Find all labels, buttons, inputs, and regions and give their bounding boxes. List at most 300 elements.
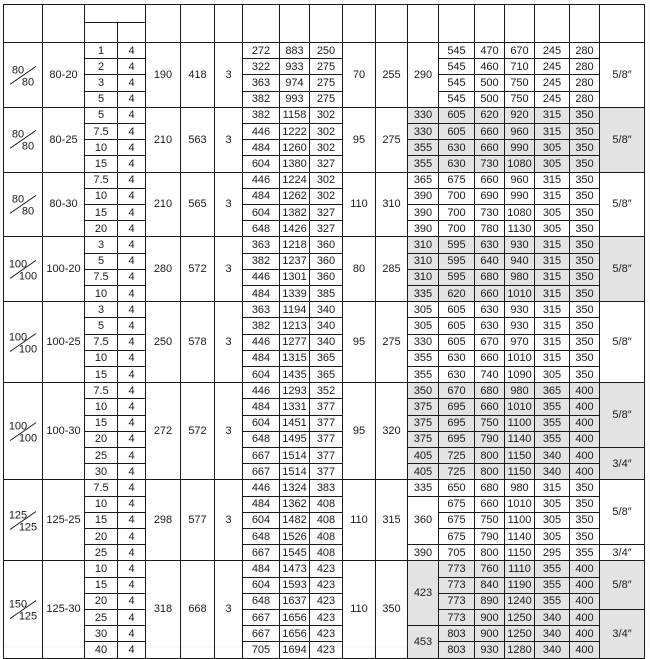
dim-f: 110 (343, 561, 376, 658)
dim-h: 330 (408, 108, 439, 124)
pole-value: 4 (118, 399, 146, 415)
dim-d: 1382 (280, 205, 310, 221)
dim-e: 302 (310, 108, 343, 124)
dim-d-thread: 5/8″ (600, 480, 645, 545)
dim-d: 1656 (280, 610, 310, 626)
dim-bl: 1140 (505, 432, 535, 448)
dim-c: 382 (243, 108, 280, 124)
dim-bm: 750 (475, 513, 505, 529)
dim-i: 725 (439, 464, 475, 480)
dim-i: 705 (439, 545, 475, 561)
hp-value: 25 (85, 610, 118, 626)
dim-by: 400 (570, 383, 600, 399)
dim-bl: 930 (505, 302, 535, 318)
dim-i: 620 (439, 286, 475, 302)
dim-bx: 340 (535, 642, 570, 658)
hp-value: 7.5 (85, 335, 118, 351)
dim-a: 210 (146, 173, 181, 238)
dim-h: 375 (408, 432, 439, 448)
dim-d: 1224 (280, 173, 310, 189)
dim-h: 355 (408, 140, 439, 156)
dim-bm: 500 (475, 75, 505, 91)
dim-i: 545 (439, 75, 475, 91)
dim-c: 667 (243, 545, 280, 561)
dim-bm: 790 (475, 432, 505, 448)
bore-bottom: 125 (18, 610, 38, 623)
dim-c: 705 (243, 642, 280, 658)
pole-value: 4 (118, 416, 146, 432)
dim-by: 350 (570, 254, 600, 270)
dim-bm: 660 (475, 399, 505, 415)
dim-i: 605 (439, 318, 475, 334)
dim-i: 595 (439, 270, 475, 286)
pole-value: 4 (118, 286, 146, 302)
hp-value: 15 (85, 367, 118, 383)
dim-d: 1260 (280, 140, 310, 156)
dim-e: 360 (310, 237, 343, 253)
dim-c: 667 (243, 626, 280, 642)
dim-i: 773 (439, 561, 475, 577)
dim-h: 390 (408, 545, 439, 561)
dim-by: 350 (570, 480, 600, 496)
dim-e: 302 (310, 124, 343, 140)
dim-d: 1293 (280, 383, 310, 399)
dim-bl: 1280 (505, 642, 535, 658)
dim-a: 210 (146, 108, 181, 173)
header-i (439, 4, 475, 43)
dim-d-thread: 5/8″ (600, 302, 645, 383)
dim-bx: 365 (535, 383, 570, 399)
hp-value: 10 (85, 561, 118, 577)
hp-value: 7.5 (85, 173, 118, 189)
dim-i: 675 (439, 497, 475, 513)
dim-e: 408 (310, 497, 343, 513)
dim-by: 350 (570, 156, 600, 172)
hp-value: 5 (85, 108, 118, 124)
dim-i: 605 (439, 124, 475, 140)
dim-d-thread: 3/4″ (600, 545, 645, 561)
bore-top: 80 (11, 128, 25, 141)
dim-i: 545 (439, 92, 475, 108)
header-b (181, 4, 215, 43)
bore-top: 80 (11, 193, 25, 206)
dim-e: 365 (310, 367, 343, 383)
dim-d: 883 (280, 43, 310, 59)
dim-b: 578 (181, 302, 215, 383)
header-e (310, 4, 343, 43)
header-t (215, 4, 243, 43)
pole-value: 4 (118, 237, 146, 253)
bore-top: 150 (8, 598, 28, 611)
dim-h: 330 (408, 335, 439, 351)
dim-by: 350 (570, 108, 600, 124)
dim-a: 190 (146, 43, 181, 108)
dim-e: 377 (310, 399, 343, 415)
dim-b: 418 (181, 43, 215, 108)
dim-bx: 315 (535, 124, 570, 140)
dim-bl: 1090 (505, 367, 535, 383)
dim-e: 408 (310, 545, 343, 561)
hp-value: 3 (85, 237, 118, 253)
dim-bx: 315 (535, 351, 570, 367)
bore-fraction-graphic (3, 43, 42, 107)
dim-bm: 500 (475, 92, 505, 108)
dim-d: 1324 (280, 480, 310, 496)
dim-e: 423 (310, 610, 343, 626)
model-name: 125-30 (43, 561, 85, 658)
dim-c: 604 (243, 367, 280, 383)
header-pole (118, 23, 146, 43)
dim-c: 484 (243, 497, 280, 513)
dim-e: 340 (310, 335, 343, 351)
dim-h: 423 (408, 561, 439, 626)
dim-i: 675 (439, 173, 475, 189)
dim-t: 3 (215, 237, 243, 302)
hp-value: 25 (85, 545, 118, 561)
dim-d: 1495 (280, 432, 310, 448)
dim-h: 405 (408, 464, 439, 480)
dim-bm: 930 (475, 642, 505, 658)
dim-e: 327 (310, 221, 343, 237)
bore-fraction-graphic (3, 383, 42, 480)
hp-value: 10 (85, 189, 118, 205)
dim-h: 310 (408, 270, 439, 286)
dim-c: 604 (243, 416, 280, 432)
dim-bl: 930 (505, 318, 535, 334)
dim-e: 423 (310, 594, 343, 610)
pole-value: 4 (118, 205, 146, 221)
dim-bx: 315 (535, 335, 570, 351)
hp-value: 15 (85, 416, 118, 432)
header-model-group (85, 4, 146, 23)
dim-g: 275 (376, 108, 408, 173)
bore-bottom: 80 (21, 205, 35, 218)
dim-f: 95 (343, 302, 376, 383)
dim-bl: 1150 (505, 545, 535, 561)
dim-c: 322 (243, 59, 280, 75)
dim-bl: 940 (505, 254, 535, 270)
dim-c: 363 (243, 75, 280, 91)
dim-d-thread: 5/8″ (600, 561, 645, 610)
hp-value: 5 (85, 254, 118, 270)
dim-e: 302 (310, 189, 343, 205)
dim-i: 605 (439, 302, 475, 318)
header-bore (3, 4, 43, 43)
dim-f: 110 (343, 173, 376, 238)
dim-e: 423 (310, 561, 343, 577)
bore-fraction-graphic (3, 108, 42, 172)
dim-bl: 1150 (505, 464, 535, 480)
dim-by: 350 (570, 335, 600, 351)
dim-c: 648 (243, 432, 280, 448)
dim-i: 700 (439, 189, 475, 205)
dim-bm: 790 (475, 529, 505, 545)
dim-d-thread: 5/8″ (600, 383, 645, 448)
dim-bx: 315 (535, 480, 570, 496)
dim-t: 3 (215, 561, 243, 658)
pole-value: 4 (118, 318, 146, 334)
bore-fraction (3, 43, 43, 108)
dim-by: 280 (570, 75, 600, 91)
hp-value: 20 (85, 221, 118, 237)
dim-e: 250 (310, 43, 343, 59)
dim-b: 565 (181, 173, 215, 238)
dim-h: 390 (408, 221, 439, 237)
dim-by: 350 (570, 205, 600, 221)
dim-a: 318 (146, 561, 181, 658)
dim-bx: 340 (535, 448, 570, 464)
pole-value: 4 (118, 254, 146, 270)
dim-d: 1222 (280, 124, 310, 140)
dim-bl: 750 (505, 92, 535, 108)
dim-bl: 1010 (505, 351, 535, 367)
dim-c: 446 (243, 270, 280, 286)
bore-fraction-graphic (3, 561, 42, 658)
bore-bottom: 125 (18, 521, 38, 534)
dim-h: 355 (408, 367, 439, 383)
dim-bx: 355 (535, 594, 570, 610)
header-bl (505, 4, 535, 43)
dim-h: 330 (408, 124, 439, 140)
dim-bx: 315 (535, 173, 570, 189)
dim-by: 350 (570, 140, 600, 156)
dim-c: 484 (243, 140, 280, 156)
dim-d-thread: 3/4″ (600, 448, 645, 480)
dim-d-thread: 5/8″ (600, 173, 645, 238)
dim-by: 400 (570, 626, 600, 642)
dim-i: 695 (439, 416, 475, 432)
pole-value: 4 (118, 464, 146, 480)
dim-by: 280 (570, 43, 600, 59)
dim-bx: 315 (535, 302, 570, 318)
dim-by: 350 (570, 513, 600, 529)
dim-h: 335 (408, 480, 439, 496)
dim-bx: 315 (535, 254, 570, 270)
dim-c: 484 (243, 399, 280, 415)
dim-bx: 305 (535, 205, 570, 221)
dim-bx: 305 (535, 221, 570, 237)
dim-bm: 680 (475, 270, 505, 286)
model-name: 80-30 (43, 173, 85, 238)
dim-bl: 1190 (505, 578, 535, 594)
dim-h: 375 (408, 399, 439, 415)
dim-bm: 620 (475, 108, 505, 124)
dim-a: 280 (146, 237, 181, 302)
dim-d: 1380 (280, 156, 310, 172)
bore-top: 100 (8, 331, 28, 344)
header-g (376, 4, 408, 43)
hp-value: 10 (85, 351, 118, 367)
dim-bm: 730 (475, 156, 505, 172)
bore-top: 80 (11, 63, 25, 76)
dim-bx: 355 (535, 561, 570, 577)
dim-c: 604 (243, 578, 280, 594)
dim-h: 290 (408, 43, 439, 108)
dim-e: 377 (310, 432, 343, 448)
pole-value: 4 (118, 92, 146, 108)
dim-d: 1262 (280, 189, 310, 205)
dim-t: 3 (215, 302, 243, 383)
hp-value: 30 (85, 626, 118, 642)
dim-bm: 640 (475, 254, 505, 270)
dim-d: 1237 (280, 254, 310, 270)
dim-e: 327 (310, 205, 343, 221)
dim-bx: 245 (535, 43, 570, 59)
hp-value: 2 (85, 59, 118, 75)
dim-c: 667 (243, 448, 280, 464)
dim-i: 695 (439, 399, 475, 415)
dim-by: 400 (570, 594, 600, 610)
dim-bm: 690 (475, 189, 505, 205)
dim-bl: 980 (505, 270, 535, 286)
dim-h: 405 (408, 448, 439, 464)
dim-by: 400 (570, 561, 600, 577)
pole-value: 4 (118, 75, 146, 91)
dim-g: 315 (376, 480, 408, 561)
dim-i: 545 (439, 59, 475, 75)
model-name: 80-20 (43, 43, 85, 108)
header-c (243, 4, 280, 43)
dim-bl: 1080 (505, 156, 535, 172)
dim-h: 365 (408, 173, 439, 189)
pole-value: 4 (118, 594, 146, 610)
dim-bl: 1240 (505, 594, 535, 610)
dim-d: 974 (280, 75, 310, 91)
dim-d: 993 (280, 92, 310, 108)
pole-value: 4 (118, 43, 146, 59)
pole-value: 4 (118, 270, 146, 286)
header-hp (85, 23, 118, 43)
hp-value: 15 (85, 578, 118, 594)
dim-c: 272 (243, 43, 280, 59)
dim-e: 377 (310, 464, 343, 480)
dim-bl: 710 (505, 59, 535, 75)
dim-bx: 305 (535, 497, 570, 513)
dim-by: 350 (570, 237, 600, 253)
dim-bx: 245 (535, 59, 570, 75)
dim-bx: 355 (535, 399, 570, 415)
dim-d: 1213 (280, 318, 310, 334)
dim-d: 1301 (280, 270, 310, 286)
dim-c: 484 (243, 286, 280, 302)
hp-value: 7.5 (85, 124, 118, 140)
dim-e: 377 (310, 416, 343, 432)
dim-by: 350 (570, 367, 600, 383)
dim-i: 725 (439, 448, 475, 464)
bore-fraction (3, 561, 43, 658)
dim-bl: 960 (505, 124, 535, 140)
hp-value: 20 (85, 529, 118, 545)
pole-value: 4 (118, 140, 146, 156)
pole-value: 4 (118, 561, 146, 577)
pole-value: 4 (118, 221, 146, 237)
dim-h: 310 (408, 254, 439, 270)
bore-fraction-graphic (3, 302, 42, 383)
model-name: 125-25 (43, 480, 85, 561)
dim-bl: 930 (505, 237, 535, 253)
dim-h: 390 (408, 205, 439, 221)
pole-value: 4 (118, 189, 146, 205)
dim-by: 400 (570, 610, 600, 626)
dim-e: 275 (310, 59, 343, 75)
dim-bx: 305 (535, 156, 570, 172)
dim-d-thread: 5/8″ (600, 108, 645, 173)
pole-value: 4 (118, 351, 146, 367)
dim-h: 350 (408, 383, 439, 399)
hp-value: 15 (85, 205, 118, 221)
pole-value: 4 (118, 108, 146, 124)
dim-e: 423 (310, 642, 343, 658)
bore-fraction (3, 173, 43, 238)
dim-e: 340 (310, 318, 343, 334)
pole-value: 4 (118, 529, 146, 545)
dim-h: 310 (408, 237, 439, 253)
dim-c: 382 (243, 92, 280, 108)
dim-c: 667 (243, 610, 280, 626)
dim-d: 1362 (280, 497, 310, 513)
dim-bl: 750 (505, 75, 535, 91)
dim-bm: 800 (475, 464, 505, 480)
bore-bottom: 100 (18, 270, 38, 283)
dim-c: 484 (243, 351, 280, 367)
bore-bottom: 80 (21, 75, 35, 88)
pole-value: 4 (118, 448, 146, 464)
dim-h: 335 (408, 286, 439, 302)
dim-bl: 670 (505, 43, 535, 59)
dim-c: 648 (243, 594, 280, 610)
dim-bm: 730 (475, 205, 505, 221)
dim-bl: 1110 (505, 561, 535, 577)
dim-c: 363 (243, 302, 280, 318)
pole-value: 4 (118, 124, 146, 140)
dim-bx: 315 (535, 318, 570, 334)
dim-e: 340 (310, 302, 343, 318)
dim-bm: 900 (475, 610, 505, 626)
dim-i: 605 (439, 335, 475, 351)
pole-value: 4 (118, 173, 146, 189)
dim-bl: 980 (505, 383, 535, 399)
dim-bl: 960 (505, 173, 535, 189)
dim-by: 350 (570, 270, 600, 286)
pole-value: 4 (118, 480, 146, 496)
dim-bm: 670 (475, 335, 505, 351)
dim-by: 350 (570, 124, 600, 140)
dim-bx: 305 (535, 140, 570, 156)
dim-h: 355 (408, 156, 439, 172)
dim-a: 298 (146, 480, 181, 561)
dim-by: 350 (570, 189, 600, 205)
dim-bx: 340 (535, 464, 570, 480)
header-d-col (280, 4, 310, 43)
dim-i: 630 (439, 156, 475, 172)
dim-e: 383 (310, 480, 343, 496)
dim-d: 1694 (280, 642, 310, 658)
dim-f: 95 (343, 108, 376, 173)
dim-d: 1593 (280, 578, 310, 594)
dim-by: 400 (570, 399, 600, 415)
pole-value: 4 (118, 367, 146, 383)
dim-bl: 970 (505, 335, 535, 351)
dim-by: 350 (570, 497, 600, 513)
dim-t: 3 (215, 480, 243, 561)
header-model (43, 4, 85, 43)
dim-bl: 1010 (505, 286, 535, 302)
dim-e: 423 (310, 626, 343, 642)
dim-a: 272 (146, 383, 181, 480)
model-name: 100-30 (43, 383, 85, 480)
dim-a: 250 (146, 302, 181, 383)
dim-i: 700 (439, 221, 475, 237)
